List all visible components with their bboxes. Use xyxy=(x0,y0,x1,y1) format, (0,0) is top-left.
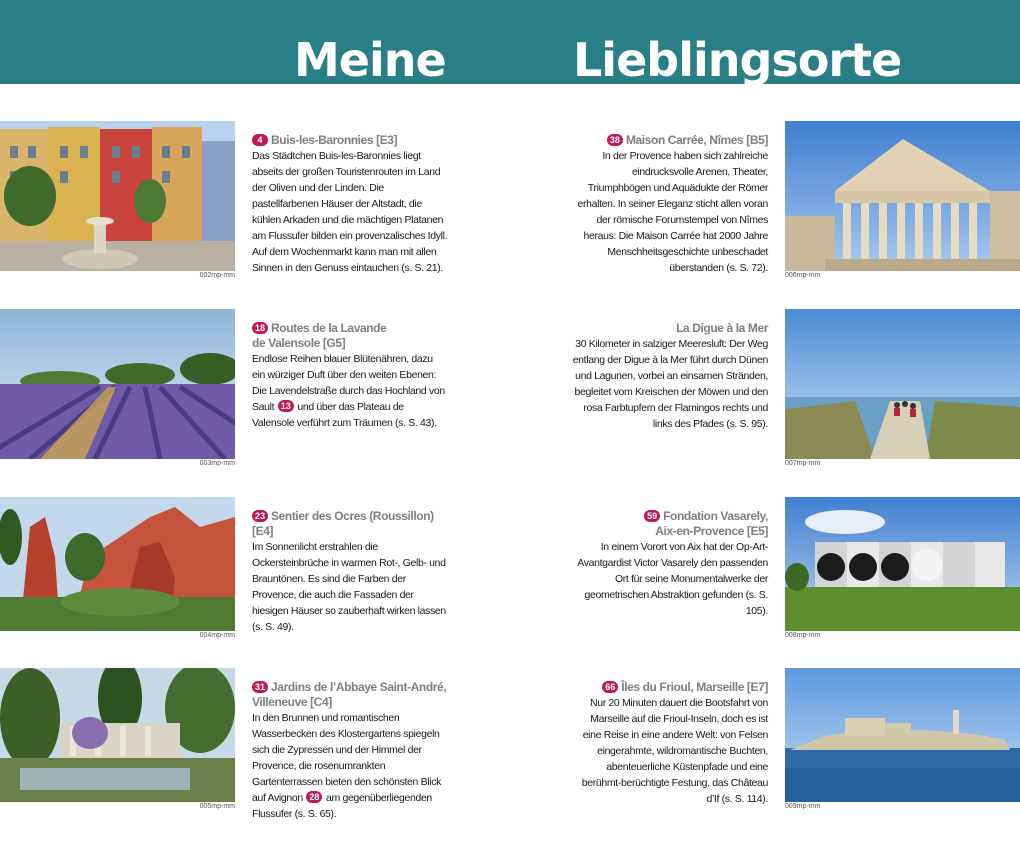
entry-title-line-2: Villeneuve [C4] xyxy=(252,695,332,709)
photo-credit: 007mp-mm xyxy=(785,460,821,467)
entry-text: In der Provence haben sich zahlreiche eindrucksvolle Arenen, Theater, Triumphbögen und Aquädukte der Römer erhalten. In seiner Eleganz sticht allen voran der römische Forumstempel von Nîmes heraus: Die Maison Carrée hat 2000 Jahre Menschheitsgeschichte unbeschadet überstanden (s. S. 72). xyxy=(577,150,768,274)
place-number-badge: 38 xyxy=(607,134,623,146)
header-title-word-1: Meine xyxy=(294,33,446,87)
entry-text: In einem Vorort von Aix hat der Op-Art-Avantgardist Victor Vasarely den passenden Ort für seine Monumentalwerke der geometrischen Abstraktion gefunden (s. S. 105). xyxy=(577,541,768,617)
entry-text: In den Brunnen und romantischen Wasserbecken des Klostergartens spiegeln sich die Zypressen und der Himmel der Provence, die rosenumrankten Gartenterrassen bieten den schönsten Blick auf Avignon 28 am gegenüberliegenden Flussufer (s. S. 65). xyxy=(252,712,441,820)
entry-routes-de-la-lavande xyxy=(252,321,448,431)
header-title-word-2: Lieblingsorte xyxy=(573,33,902,87)
photo-credit: 005mp-mm xyxy=(199,803,235,810)
place-number-badge: 31 xyxy=(252,681,268,693)
photo-credit: 003mp-mm xyxy=(199,460,235,467)
photo-jardins-abbaye xyxy=(0,668,235,802)
entry-title-line-2: Aix-en-Provence [E5] xyxy=(655,524,768,538)
entry-title: 23 Sentier des Ocres (Roussillon) [E4] xyxy=(252,509,434,538)
entry-buis-les-baronnies xyxy=(252,133,448,276)
entry-title: 4 Buis-les-Baronnies [E3] xyxy=(252,133,448,148)
place-number-badge: 18 xyxy=(252,322,268,334)
photo-sentier-des-ocres xyxy=(0,497,235,631)
photo-digue-a-la-mer xyxy=(785,309,1020,459)
entry-title: 38 Maison Carrée, Nîmes [B5] xyxy=(570,133,768,148)
entry-fondation-vasarely xyxy=(570,509,768,619)
entry-text: 30 Kilometer in salziger Meeresluft: Der Weg entlang der Digue à la Mer führt durch Dünen und Lagunen, vorbei an einsamen Stränden, begleitet vom Kreischen der Möwen und den rosa Farbtupfern der Flamingos rechts und links des Pfades (s. S. 95). xyxy=(572,338,768,430)
place-number-badge: 23 xyxy=(252,510,268,522)
photo-buis-les-baronnies xyxy=(0,121,235,271)
photo-maison-carree xyxy=(785,121,1020,271)
photo-fondation-vasarely xyxy=(785,497,1020,631)
photo-credit: 009mp-mm xyxy=(785,803,821,810)
photo-credit: 004mp-mm xyxy=(199,632,235,639)
place-number-badge: 4 xyxy=(252,134,268,146)
photo-credit: 006mp-mm xyxy=(785,272,821,279)
entry-maison-carree xyxy=(570,133,768,276)
entry-title: La Digue à la Mer xyxy=(676,321,768,335)
entry-sentier-des-ocres xyxy=(252,509,448,635)
place-number-badge: 66 xyxy=(602,681,618,693)
photo-credit: 002mp-mm xyxy=(199,272,235,279)
entry-text: Endlose Reihen blauer Blütenähren, dazu ein würziger Duft über den weiten Ebenen: Die Lavendelstraße durch das Hochland von Sault 13 und über das Plateau de Valensole verführt zum Träumen (s. S. 43). xyxy=(252,353,445,429)
place-number-badge: 28 xyxy=(306,791,322,803)
photo-iles-du-frioul xyxy=(785,668,1020,802)
photo-credit: 008mp-mm xyxy=(785,632,821,639)
entry-title: 66 Îles du Frioul, Marseille [E7] xyxy=(570,680,768,695)
entry-text: Im Sonnenlicht erstrahlen die Ockersteinbrüche in warmen Rot-, Gelb- und Brauntönen. Es sind die Farben der Provence, die auch die Fassaden der hiesigen Häuser so zauberhaft wirken lassen (s. S. 49). xyxy=(252,541,446,633)
place-number-badge: 59 xyxy=(644,510,660,522)
entry-title: 18 Routes de la Lavande xyxy=(252,321,448,336)
place-number-badge: 13 xyxy=(278,400,294,412)
entry-text: Das Städtchen Buis-les-Baronnies liegt abseits der großen Touristenrouten im Land der Oliven und der Linden. Die pastellfarbenen Häuser der Altstadt, die kühlen Arkaden und die mächtigen Platanen am Flussufer bilden ein provenzalisches Idyll. Auf dem Wochenmarkt kann man mit allen Sinnen in den Genuss eintauchen (s. S. 21). xyxy=(252,150,448,274)
photo-lavender-fields xyxy=(0,309,235,459)
entry-title-line-2: de Valensole [G5] xyxy=(252,336,346,350)
entry-text: Nur 20 Minuten dauert die Bootsfahrt von Marseille auf die Frioul-Inseln, doch es ist eine Reise in eine andere Welt: von Felsen eingerahmte, wildromantische Buchten, abenteuerliche Küstenpfade und eine berühmt-berüchtigte Festung, das Château d’If (s. S. 114). xyxy=(581,697,768,805)
entry-title: 31 Jardins de l’Abbaye Saint-André, xyxy=(252,680,452,695)
entry-iles-du-frioul xyxy=(570,680,768,807)
entry-la-digue-a-la-mer xyxy=(570,321,768,432)
header-banner xyxy=(0,0,1020,87)
entry-jardins-abbaye xyxy=(252,680,452,822)
entry-title: 59 Fondation Vasarely, xyxy=(570,509,768,524)
